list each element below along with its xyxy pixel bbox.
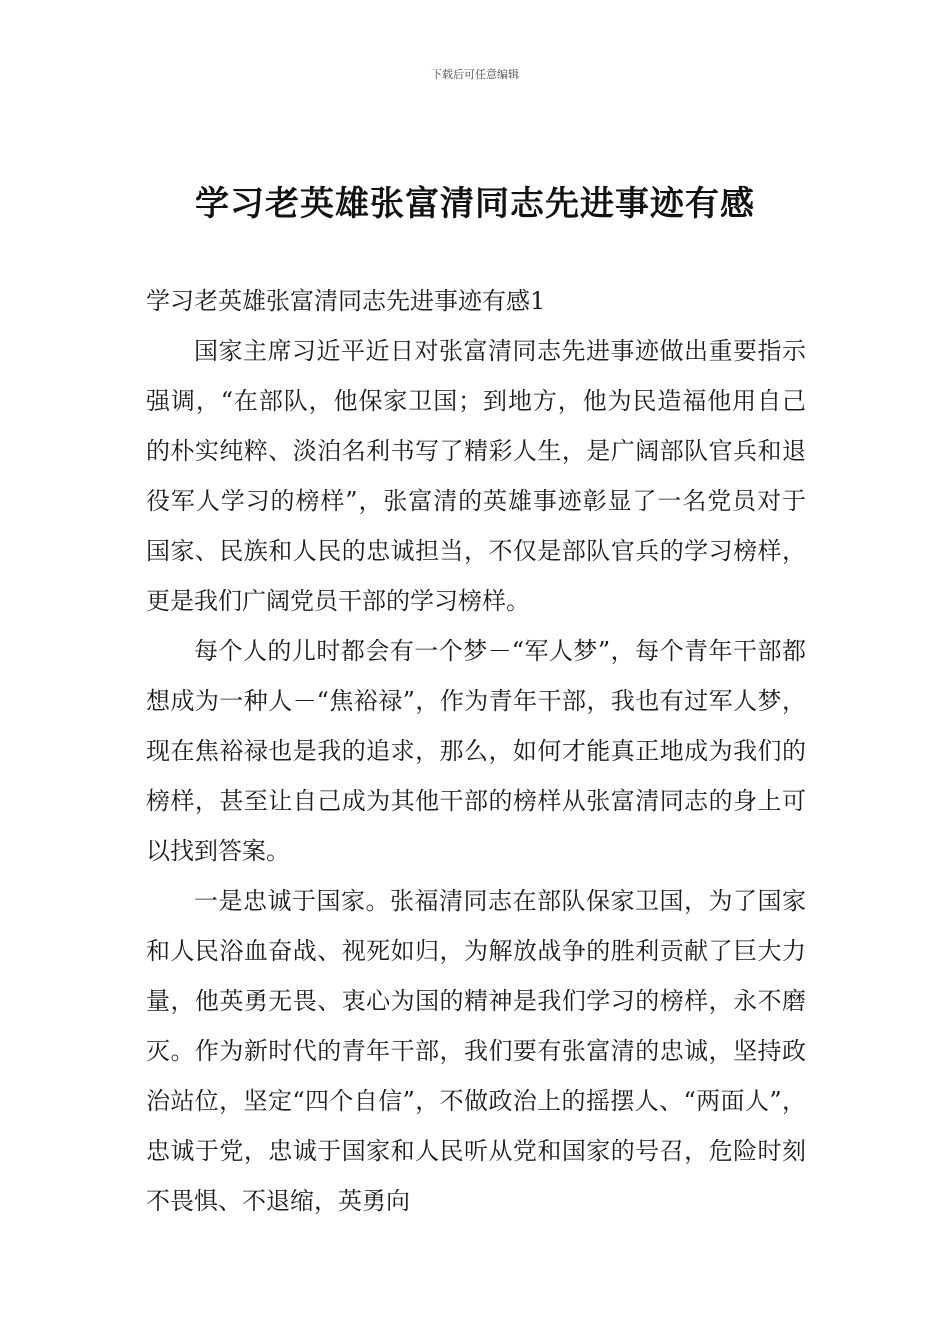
paragraph-2: 每个人的儿时都会有一个梦－“军人梦”，每个青年干部都想成为一种人－“焦裕禄”，作为青年干部，我也有过军人梦，现在焦裕禄也是我的追求，那么，如何才能真正地成为我们的榜样，甚至让自己成为其他干部的榜样从张富清同志的身上可以找到答案。 (146, 637, 806, 865)
document-body (146, 276, 806, 1226)
paragraph-1: 国家主席习近平近日对张富清同志先进事迹做出重要指示强调，“在部队，他保家卫国；到地方，他为民造福他用自己的朴实纯粹、淡泊名利书写了精彩人生，是广阔部队官兵和退役军人学习的榜样”，张富清的英雄事迹彰显了一名党员对于国家、民族和人民的忠诚担当，不仅是部队官兵的学习榜样，更是我们广阔党员干部的学习榜样。 (146, 337, 806, 615)
document-title: 学习老英雄张富清同志先进事迹有感 (195, 184, 755, 224)
header-note: 下载后可任意编辑 (431, 68, 519, 81)
paragraph-3: 一是忠诚于国家。张福清同志在部队保家卫国，为了国家和人民浴血奋战、视死如归，为解放战争的胜利贡献了巨大力量，他英勇无畏、衷心为国的精神是我们学习的榜样，永不磨灭。作为新时代的青年干部，我们要有张富清的忠诚，坚持政治站位，坚定“四个自信”，不做政治上的摇摆人、“两面人”，忠诚于党，忠诚于国家和人民听从党和国家的号召，危险时刻不畏惧、不退缩，英勇向 (146, 887, 806, 1215)
section-heading: 学习老英雄张富清同志先进事迹有感1 (146, 287, 546, 315)
